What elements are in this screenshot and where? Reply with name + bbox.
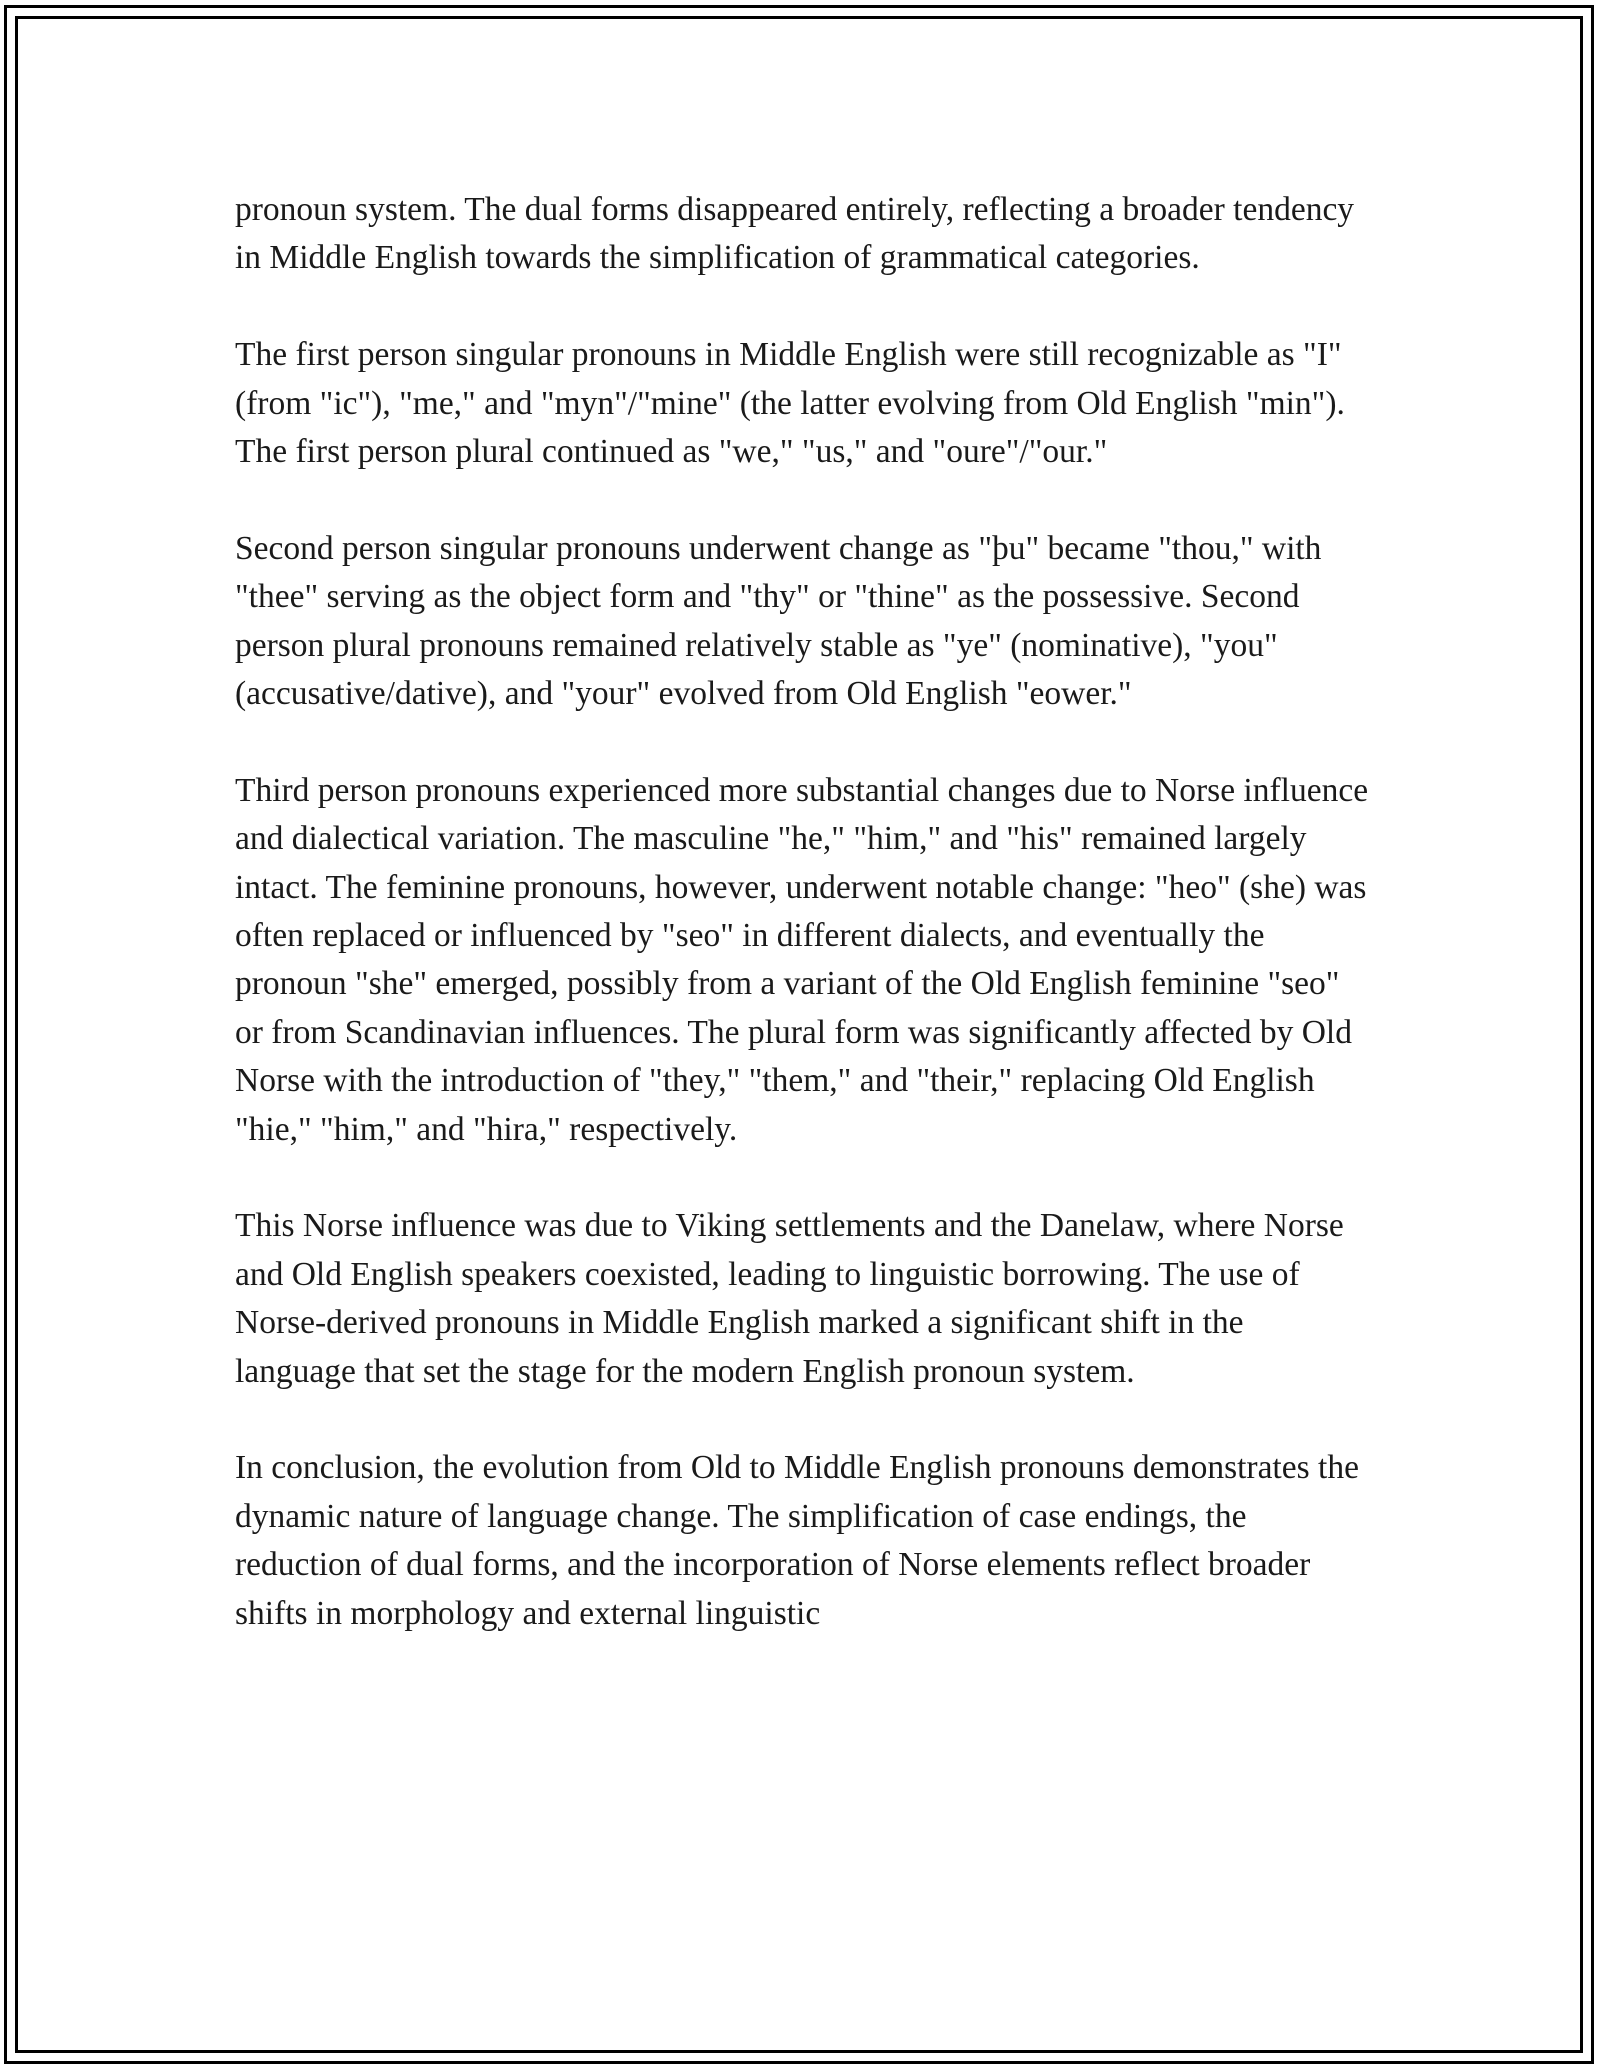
paragraph-4: Third person pronouns experienced more substantial changes due to Norse influence and dialectical variation. The masculine "he," "him," and "his" remained largely intact. The feminine pronouns, however, underwent notable change: "heo" (she) was often replaced or influenced by "seo" in different dialects, and eventually the pronoun "she" emerged, possibly from a variant of the Old English feminine "seo" or from Scandinavian influences. The plural form was significantly affected by Old Norse with the introduction of "they," "them," and "their," replacing Old English "hie," "him," and "hira," respectively.: [235, 771, 1369, 1148]
document-body: [235, 186, 1370, 1638]
paragraph-6: In conclusion, the evolution from Old to Middle English pronouns demonstrates the dynamic nature of language change. The simplification of case endings, the reduction of dual forms, and the incorporation of Norse elements reflect broader shifts in morphology and external linguistic: [235, 1449, 1359, 1632]
paragraph-5: This Norse influence was due to Viking settlements and the Danelaw, where Norse and Old English speakers coexisted, leading to linguistic borrowing. The use of Norse-derived pronouns in Middle English marked a significant shift in the language that set the stage for the modern English pronoun system.: [235, 1207, 1344, 1390]
paragraph-2: The first person singular pronouns in Middle English were still recognizable as "I" (from "ic"), "me," and "myn"/"mine" (the latter evolving from Old English "min"). The first person plural continued as "we," "us," and "oure"/"our.": [235, 336, 1345, 471]
paragraph-3: Second person singular pronouns underwent change as "þu" became "thou," with "thee" serving as the object form and "thy" or "thine" as the possessive. Second person plural pronouns remained relatively stable as "ye" (nominative), "you" (accusative/dative), and "your" evolved from Old English "eower.": [235, 529, 1322, 713]
paragraph-1: pronoun system. The dual forms disappeared entirely, reflecting a broader tendency in Middle English towards the simplification of grammatical categories.: [235, 191, 1355, 277]
